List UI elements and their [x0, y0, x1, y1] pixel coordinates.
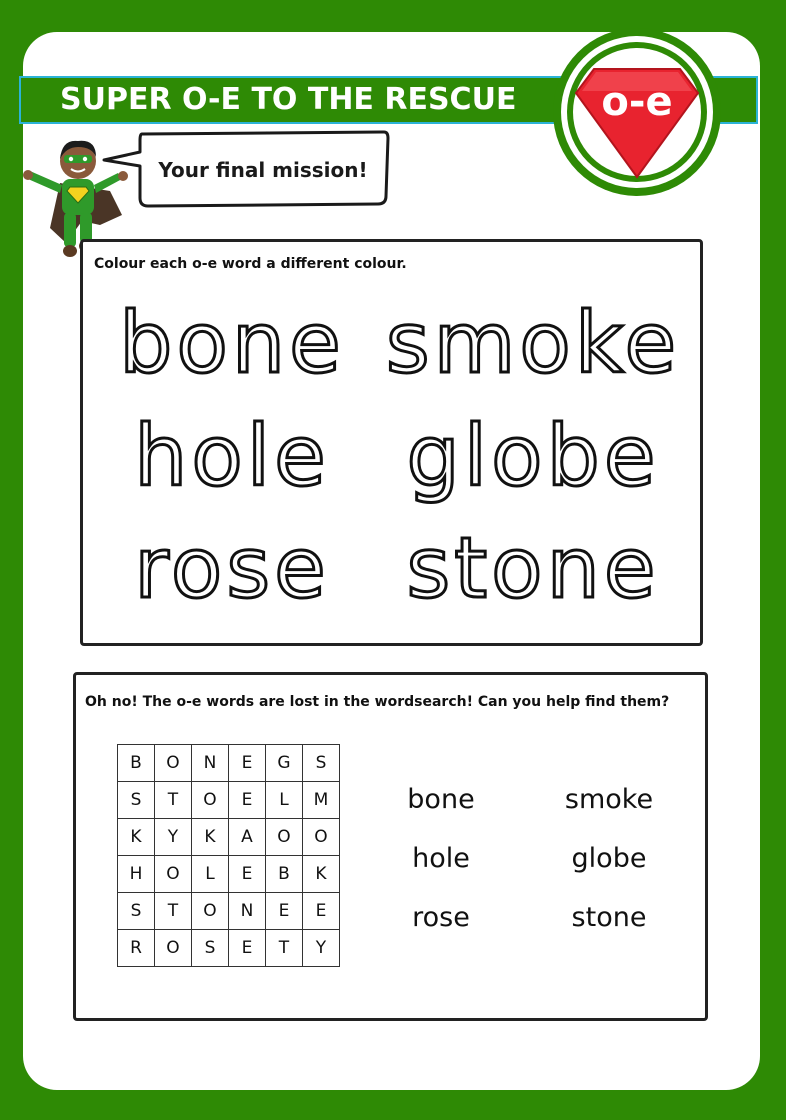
word-list-item: rose [412, 902, 470, 933]
grid-row [118, 930, 340, 967]
outline-word: globe [406, 407, 660, 505]
grid-row [118, 819, 340, 856]
grid-row [118, 856, 340, 893]
grid-cell[interactable]: S [192, 930, 229, 967]
outline-word: hole [134, 407, 330, 505]
word-list-item: bone [407, 784, 475, 815]
grid-cell[interactable]: L [266, 782, 303, 819]
grid-cell[interactable]: Y [303, 930, 340, 967]
grid-cell[interactable]: O [303, 819, 340, 856]
grid-cell[interactable]: K [118, 819, 155, 856]
word-list-item: hole [412, 843, 470, 874]
grid-cell[interactable]: S [118, 893, 155, 930]
grid-cell[interactable]: E [229, 856, 266, 893]
grid-cell[interactable]: E [266, 893, 303, 930]
outline-word: stone [406, 519, 660, 617]
outline-word: smoke [385, 294, 681, 392]
grid-cell[interactable]: E [303, 893, 340, 930]
grid-cell[interactable]: S [118, 782, 155, 819]
grid-cell[interactable]: L [192, 856, 229, 893]
grid-cell[interactable]: O [192, 782, 229, 819]
grid-cell[interactable]: E [229, 930, 266, 967]
grid-cell[interactable]: O [266, 819, 303, 856]
wordsearch-instruction: Oh no! The o-e words are lost in the wordsearch! Can you help find them? [85, 694, 670, 710]
grid-cell[interactable]: H [118, 856, 155, 893]
grid-cell[interactable]: R [118, 930, 155, 967]
grid-cell[interactable]: T [155, 893, 192, 930]
grid-cell[interactable]: E [229, 782, 266, 819]
grid-cell[interactable]: O [155, 745, 192, 782]
grid-cell[interactable]: O [155, 856, 192, 893]
grid-row [118, 782, 340, 819]
grid-cell[interactable]: N [192, 745, 229, 782]
grid-cell[interactable]: K [303, 856, 340, 893]
emblem-label: o-e [601, 79, 673, 125]
outline-word: bone [119, 294, 345, 392]
grid-cell[interactable]: O [192, 893, 229, 930]
word-list-item: stone [571, 902, 647, 933]
wordsearch-grid [117, 744, 340, 967]
colouring-instruction: Colour each o-e word a different colour. [94, 256, 407, 272]
grid-cell[interactable]: K [192, 819, 229, 856]
grid-cell[interactable]: G [266, 745, 303, 782]
page-title: SUPER O-E TO THE RESCUE [60, 82, 517, 117]
grid-cell[interactable]: B [118, 745, 155, 782]
grid-cell[interactable]: N [229, 893, 266, 930]
word-list-item: globe [571, 843, 647, 874]
speech-text: Your final mission! [158, 158, 368, 182]
grid-cell[interactable]: M [303, 782, 340, 819]
grid-row [118, 745, 340, 782]
grid-cell[interactable]: B [266, 856, 303, 893]
grid-cell[interactable]: T [266, 930, 303, 967]
grid-cell[interactable]: O [155, 930, 192, 967]
grid-cell[interactable]: S [303, 745, 340, 782]
grid-cell[interactable]: T [155, 782, 192, 819]
outline-word: rose [134, 519, 330, 617]
grid-cell[interactable]: Y [155, 819, 192, 856]
grid-cell[interactable]: A [229, 819, 266, 856]
grid-row [118, 893, 340, 930]
grid-cell[interactable]: E [229, 745, 266, 782]
word-list-item: smoke [564, 784, 654, 815]
